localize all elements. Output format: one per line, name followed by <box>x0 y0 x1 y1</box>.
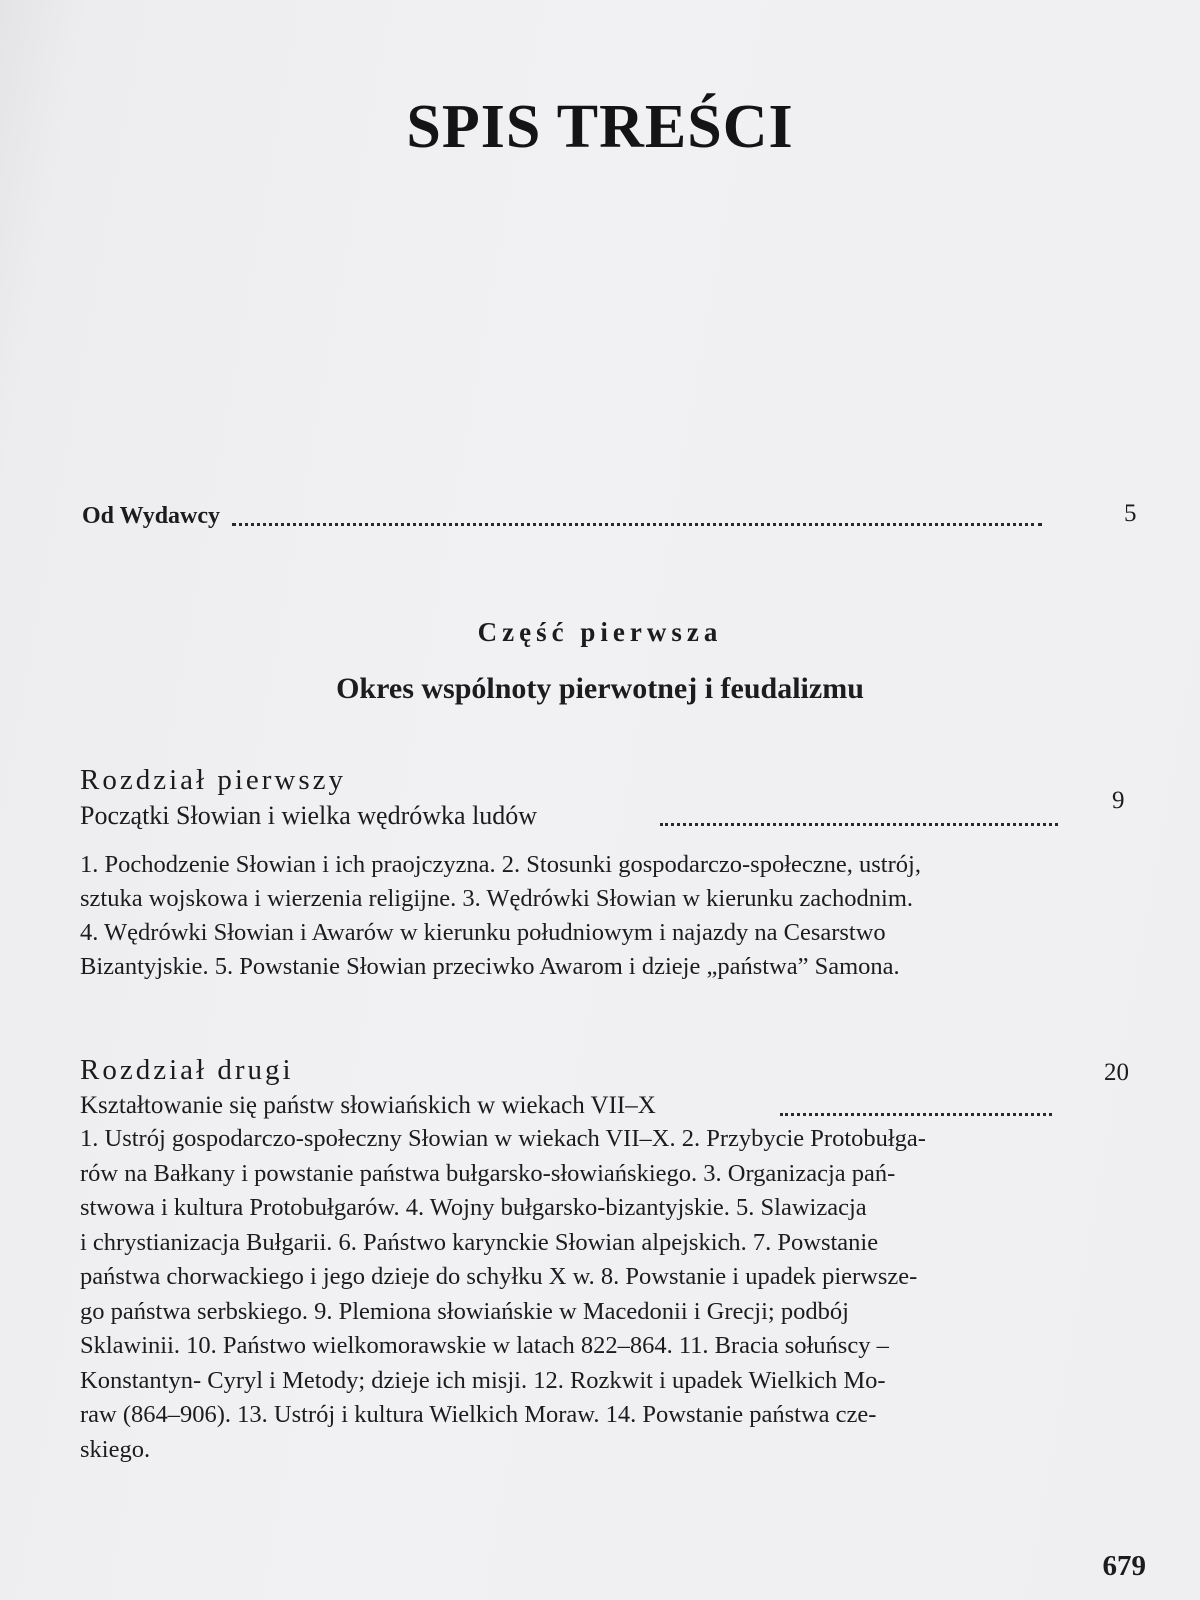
dot-leader <box>780 1113 1052 1116</box>
summary-line: raw (864–906). 13. Ustrój i kultura Wielkich Moraw. 14. Powstanie państwa cze- <box>80 1401 877 1428</box>
chapter-label: Rozdział pierwszy <box>80 764 347 796</box>
page-number: 679 <box>1102 1550 1146 1582</box>
summary-line: stwowa i kultura Protobułgarów. 4. Wojny bułgarsko-bizantyjskie. 5. Slawizacja <box>80 1194 867 1221</box>
summary-line: państwa chorwackiego i jego dzieje do schyłku X w. 8. Powstanie i upadek pierwsze- <box>80 1263 918 1290</box>
toc-entry-chapter-1 <box>80 800 1080 832</box>
part-title: Okres wspólnoty pierwotnej i feudalizmu <box>336 672 864 705</box>
page-title: SPIS TREŚCI <box>406 93 794 161</box>
toc-entry-od-wydawcy <box>82 500 1082 532</box>
chapter-title: Kształtowanie się państw słowiańskich w wiekach VII–X <box>80 1092 656 1119</box>
toc-page-number: 9 <box>1112 787 1125 814</box>
summary-line: 4. Wędrówki Słowian i Awarów w kierunku południowym i najazdy na Cesarstwo <box>80 919 886 946</box>
summary-line: i chrystianizacja Bułgarii. 6. Państwo karynckie Słowian alpejskich. 7. Powstanie <box>80 1228 879 1256</box>
toc-page-number: 20 <box>1104 1059 1129 1086</box>
summary-line: Bizantyjskie. 5. Powstanie Słowian przeciwko Awarom i dzieje „państwa” Samona. <box>80 953 900 980</box>
summary-line: 1. Pochodzenie Słowian i ich praojczyzna. 2. Stosunki gospodarczo-społeczne, ustrój, <box>80 851 921 878</box>
toc-entry-label: Od Wydawcy <box>82 503 221 529</box>
summary-line: go państwa serbskiego. 9. Plemiona słowiańskie w Macedonii i Grecji; podbój <box>80 1297 849 1325</box>
chapter-summary <box>80 1122 1060 1467</box>
chapter-label: Rozdział drugi <box>80 1054 294 1086</box>
summary-line: Konstantyn- Cyryl i Metody; dzieje ich misji. 12. Rozkwit i upadek Wielkich Mo- <box>80 1366 886 1394</box>
toc-page-number: 5 <box>1124 500 1137 527</box>
summary-line: sztuka wojskowa i wierzenia religijne. 3. Wędrówki Słowian w kierunku zachodnim. <box>80 885 914 912</box>
summary-line: skiego. <box>80 1435 151 1463</box>
summary-line: Sklawinii. 10. Państwo wielkomorawskie w latach 822–864. 11. Bracia sołuńscy – <box>80 1332 889 1359</box>
part-label: Część pierwsza <box>477 617 723 647</box>
summary-line: rów na Bałkany i powstanie państwa bułgarsko-słowiańskiego. 3. Organizacja pań- <box>80 1159 896 1187</box>
dot-leader <box>660 823 1058 826</box>
summary-line: 1. Ustrój gospodarczo-społeczny Słowian w wiekach VII–X. 2. Przybycie Protobułga- <box>80 1125 926 1152</box>
chapter-summary <box>80 848 1060 984</box>
toc-entry-chapter-2 <box>80 1090 1080 1122</box>
chapter-title: Początki Słowian i wielka wędrówka ludów <box>80 801 538 830</box>
dot-leader <box>232 523 1042 526</box>
